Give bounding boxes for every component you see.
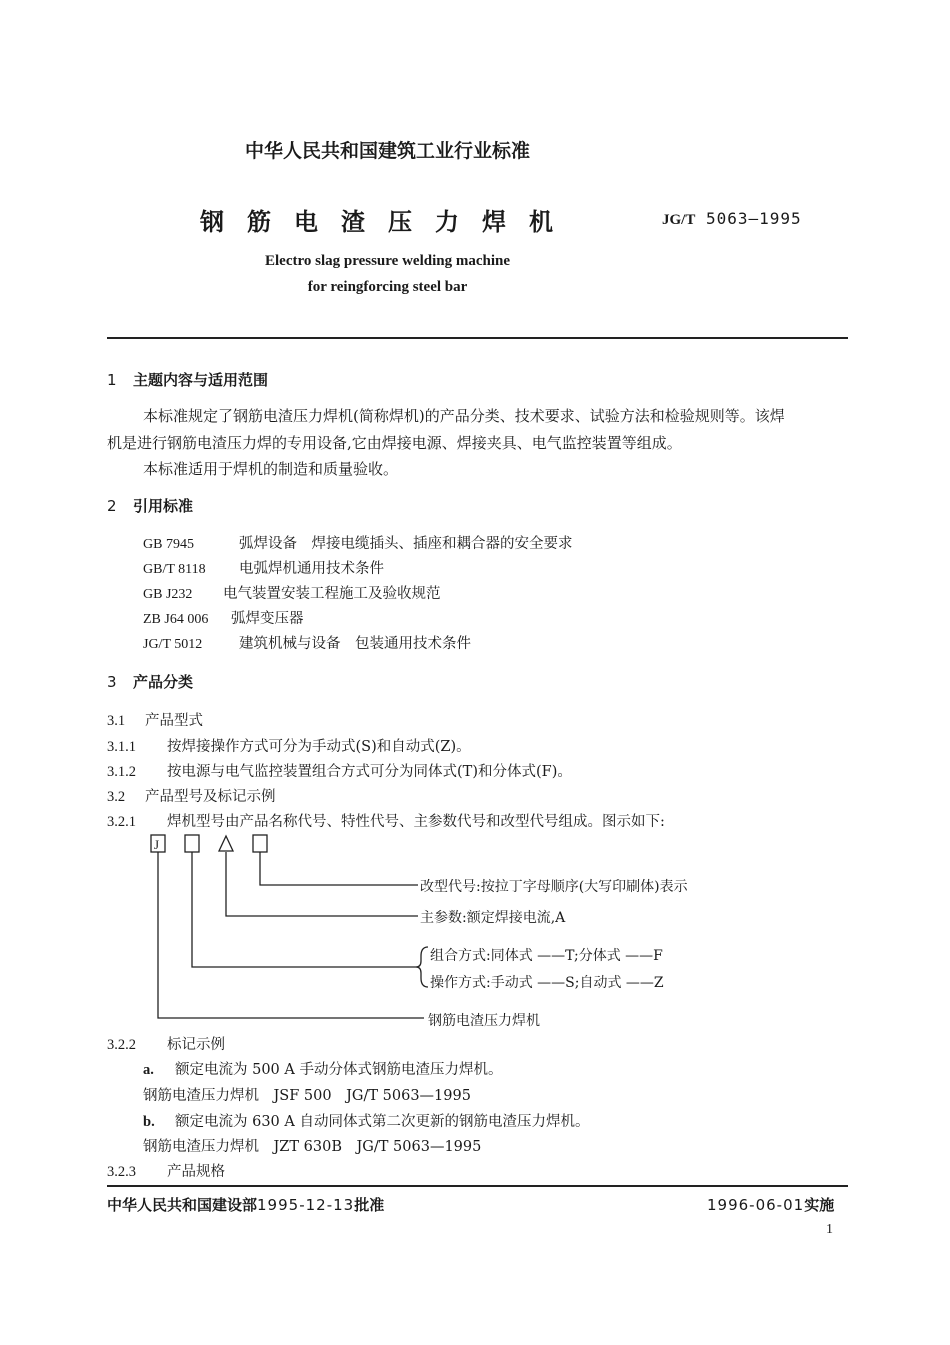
grouping-brace bbox=[416, 947, 428, 987]
reference-code: GB J232 bbox=[143, 587, 193, 602]
implementation-date: 1996-06-01 bbox=[707, 1196, 805, 1214]
example-a bbox=[143, 1058, 502, 1079]
reference-code: GB/T 8118 bbox=[143, 562, 206, 577]
clause-text: 标记示例 bbox=[167, 1037, 225, 1053]
main-parameter-label: 主参数:额定焊接电流,A bbox=[420, 910, 566, 926]
clause-number: 3.2 bbox=[107, 789, 126, 805]
revision-code-box bbox=[253, 835, 267, 852]
section-number: 1 bbox=[107, 371, 117, 389]
reference-title: 弧焊设备 焊接电缆插头、插座和耦合器的安全要求 bbox=[239, 536, 573, 552]
section-title: 引用标准 bbox=[133, 497, 194, 515]
document-title-cn: 钢筋电渣压力焊机 bbox=[200, 208, 576, 236]
reference-code: GB 7945 bbox=[143, 537, 194, 552]
example-b bbox=[143, 1110, 589, 1131]
section-number: 3 bbox=[107, 673, 117, 691]
section-title: 产品分类 bbox=[133, 673, 194, 691]
implementation-line bbox=[707, 1194, 834, 1215]
reference-title: 电气装置安装工程施工及验收规范 bbox=[223, 586, 441, 602]
approval-line bbox=[107, 1194, 384, 1215]
clause-number: 3.2.3 bbox=[107, 1164, 136, 1180]
section-1-paragraph-line1: 本标准规定了钢筋电渣压力焊机(简称焊机)的产品分类、技术要求、试验方法和检验规则等。该焊 bbox=[143, 407, 785, 425]
section-number: 2 bbox=[107, 497, 117, 515]
revision-leader-line bbox=[260, 852, 418, 885]
product-code-letter: J bbox=[154, 837, 160, 852]
approval-date: 1995-12-13 bbox=[257, 1196, 355, 1214]
clause-text: 产品型式 bbox=[145, 713, 203, 729]
clause-number: 3.2.1 bbox=[107, 814, 136, 830]
combination-mode-label: 组合方式:同体式 ——T;分体式 ——F bbox=[430, 948, 663, 964]
reference-title: 电弧焊机通用技术条件 bbox=[239, 561, 384, 577]
clause-number: 3.1.2 bbox=[107, 764, 136, 780]
standard-prefix: JG/T bbox=[662, 212, 696, 228]
clause-3-2-2 bbox=[107, 1033, 225, 1054]
characteristic-code-box bbox=[185, 835, 199, 852]
example-text: 额定电流为 500 A 手动分体式钢筋电渣压力焊机。 bbox=[175, 1062, 503, 1078]
clause-number: 3.1.1 bbox=[107, 739, 136, 755]
clause-text: 按焊接操作方式可分为手动式(S)和自动式(Z)。 bbox=[167, 739, 471, 755]
clause-text: 焊机型号由产品名称代号、特性代号、主参数代号和改型代号组成。图示如下: bbox=[167, 814, 665, 830]
reference-title: 建筑机械与设备 包装通用技术条件 bbox=[239, 636, 471, 652]
product-leader-line bbox=[158, 852, 424, 1018]
approval-suffix: 批准 bbox=[354, 1196, 385, 1214]
product-name-label: 钢筋电渣压力焊机 bbox=[428, 1013, 540, 1029]
main-parameter-leader-line bbox=[226, 852, 418, 916]
list-marker: b. bbox=[143, 1114, 155, 1130]
section-1-paragraph-2: 本标准适用于焊机的制造和质量验收。 bbox=[143, 460, 399, 478]
standard-category-heading: 中华人民共和国建筑工业行业标准 bbox=[244, 140, 530, 162]
page-number: 1 bbox=[826, 1222, 833, 1237]
clause-number: 3.1 bbox=[107, 713, 126, 729]
reference-code: JG/T 5012 bbox=[143, 637, 203, 652]
operation-mode-label: 操作方式:手动式 ——S;自动式 ——Z bbox=[430, 975, 664, 991]
document-title-en-line1: Electro slag pressure welding machine bbox=[265, 253, 510, 269]
approval-org: 中华人民共和国建设部 bbox=[107, 1196, 258, 1214]
reference-title: 弧焊变压器 bbox=[231, 611, 304, 627]
list-marker: a. bbox=[143, 1062, 154, 1078]
clause-text: 产品规格 bbox=[167, 1164, 225, 1180]
example-text: 额定电流为 630 A 自动同体式第二次更新的钢筋电渣压力焊机。 bbox=[175, 1114, 590, 1130]
clause-text: 产品型号及标记示例 bbox=[145, 789, 276, 805]
clause-3-2-3 bbox=[107, 1160, 225, 1181]
standard-number-value: 5063—1995 bbox=[705, 209, 802, 228]
section-title: 主题内容与适用范围 bbox=[133, 371, 269, 389]
revision-code-label: 改型代号:按拉丁字母顺序(大写印刷体)表示 bbox=[420, 879, 688, 895]
implementation-suffix: 实施 bbox=[804, 1196, 835, 1214]
main-parameter-triangle bbox=[219, 836, 233, 851]
document-title-en-line2: for reingforcing steel bar bbox=[307, 279, 468, 295]
example-b-mark: 钢筋电渣压力焊机 JZT 630B JG/T 5063—1995 bbox=[143, 1139, 482, 1155]
section-1-paragraph-line2: 机是进行钢筋电渣压力焊的专用设备,它由焊接电源、焊接夹具、电气监控装置等组成。 bbox=[107, 434, 682, 452]
clause-text: 按电源与电气监控装置组合方式可分为同体式(T)和分体式(F)。 bbox=[167, 764, 572, 780]
footer-divider bbox=[107, 1185, 848, 1187]
clause-number: 3.2.2 bbox=[107, 1037, 136, 1053]
reference-code: ZB J64 006 bbox=[143, 612, 209, 627]
example-a-mark: 钢筋电渣压力焊机 JSF 500 JG/T 5063—1995 bbox=[143, 1088, 471, 1104]
